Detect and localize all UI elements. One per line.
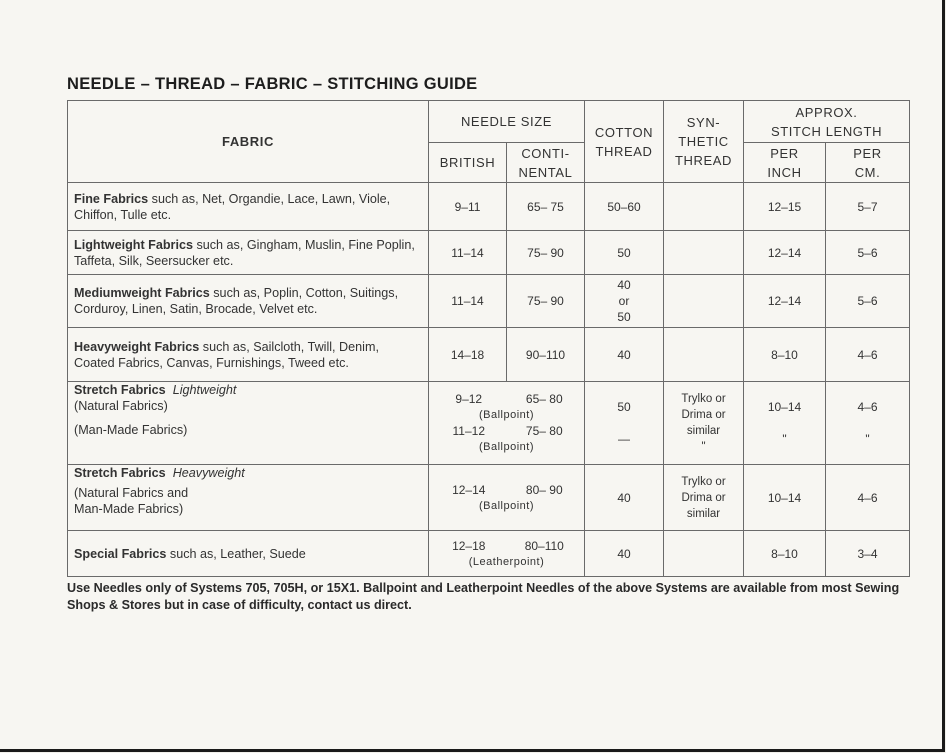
needle-size-pair	[429, 482, 584, 498]
stitch-per-inch: 12–15	[744, 183, 826, 231]
cotton-thread: 40	[585, 465, 664, 531]
stitch-per-cm: 4–6	[826, 328, 910, 382]
fabric-cell	[68, 183, 429, 231]
header-approx-line-1: APPROX.	[795, 104, 858, 120]
header-row-1	[68, 101, 910, 143]
fabric-name: Fine Fabrics	[74, 191, 149, 206]
stitch-per-cm: 5–6	[826, 231, 910, 275]
british-size: 9–11	[429, 183, 507, 231]
header-needle-size: NEEDLE SIZE	[429, 101, 585, 143]
header-per-inch	[744, 143, 826, 183]
ditto-mark: "	[865, 432, 870, 446]
synthetic-line-1: Trylko or	[681, 393, 726, 405]
fabric-cell	[68, 382, 429, 465]
synthetic-thread	[664, 465, 744, 531]
table-row	[68, 328, 910, 382]
ditto-mark: "	[701, 441, 706, 453]
stitch-per-inch: 12–14	[744, 275, 826, 328]
fabric-cell	[68, 465, 429, 531]
continental-size: 75– 90	[507, 231, 585, 275]
cotton-or: or	[618, 294, 630, 308]
per-cm-value: 4–6	[857, 400, 878, 414]
synthetic-thread	[664, 328, 744, 382]
stitch-per-cm	[826, 382, 910, 465]
fabric-weight: Lightweight	[172, 383, 237, 397]
continental-size: 75– 90	[507, 275, 585, 328]
needle-type-caption: (Ballpoint)	[478, 409, 535, 421]
footer-note: Use Needles only of Systems 705, 705H, or 15X1. Ballpoint and Leatherpoint Needles of the above Systems are available from most Sewing Shops & Stores but in case of difficulty, contact us direct.	[67, 581, 900, 612]
cotton-thread: 40	[585, 531, 664, 577]
stitch-per-cm: 3–4	[826, 531, 910, 577]
header-approx-line-2: STITCH LENGTH	[770, 123, 883, 139]
british-size: 9–12	[455, 392, 483, 406]
table-row	[68, 275, 910, 328]
cotton-value-1: 40	[617, 278, 631, 292]
synthetic-thread	[664, 382, 744, 465]
fabric-name: Lightweight Fabrics	[74, 237, 193, 252]
synthetic-line-3: similar	[686, 425, 721, 437]
needle-type-caption: (Leatherpoint)	[468, 555, 545, 568]
continental-size: 65– 75	[507, 183, 585, 231]
stitch-per-inch	[744, 382, 826, 465]
fabric-examples: such as, Net, Organdie, Lace, Lawn, Viole, Chiffon, Tulle etc.	[74, 191, 391, 222]
header-per-cm-line-2: CM.	[854, 164, 881, 180]
cotton-thread	[585, 275, 664, 328]
cotton-thread: 40	[585, 328, 664, 382]
header-cotton-line-1: COTTON	[594, 124, 654, 140]
table-row	[68, 183, 910, 231]
cotton-thread	[585, 382, 664, 465]
table-row	[68, 531, 910, 577]
header-cotton-line-2: THREAD	[595, 143, 653, 159]
synthetic-thread	[664, 231, 744, 275]
stitch-per-inch: 10–14	[744, 465, 826, 531]
fabric-name: Stretch Fabrics	[74, 383, 166, 397]
fabric-weight: Heavyweight	[172, 466, 245, 480]
cotton-value-manmade: —	[618, 432, 631, 446]
fabric-sub-natural: (Natural Fabrics)	[74, 399, 168, 413]
header-per-cm	[826, 143, 910, 183]
cotton-value-natural: 50	[617, 400, 631, 414]
british-size: 14–18	[429, 328, 507, 382]
stitching-guide-table	[67, 100, 910, 577]
header-per-inch-line-2: INCH	[767, 164, 802, 180]
header-synthetic-line-2: THETIC	[678, 134, 729, 149]
synthetic-line-3: similar	[686, 507, 721, 520]
fabric-examples: such as, Poplin, Cotton, Suitings, Corduroy, Linen, Satin, Brocade, Velvet etc.	[74, 286, 399, 316]
needle-type-caption: (Ballpoint)	[478, 499, 535, 512]
header-synthetic-thread	[664, 101, 744, 183]
fabric-name: Special Fabrics	[74, 546, 167, 561]
fabric-name: Stretch Fabrics	[74, 466, 166, 480]
needle-size-natural	[429, 391, 584, 407]
header-per-cm-line-1: PER	[853, 145, 882, 161]
fabric-sub-manmade: (Man-Made Fabrics)	[74, 423, 188, 437]
header-synthetic-line-3: THREAD	[674, 153, 733, 168]
synthetic-line-2: Drima or	[681, 409, 726, 421]
fabric-examples: such as, Leather, Suede	[166, 546, 306, 561]
header-fabric: FABRIC	[68, 101, 429, 183]
header-continental-line-2: NENTAL	[518, 164, 573, 180]
fabric-name: Heavyweight Fabrics	[74, 339, 200, 354]
stitch-per-inch: 12–14	[744, 231, 826, 275]
needle-size-pair	[429, 538, 584, 554]
stitch-per-cm: 5–7	[826, 183, 910, 231]
cotton-thread: 50	[585, 231, 664, 275]
synthetic-thread	[664, 183, 744, 231]
fabric-examples: such as, Gingham, Muslin, Fine Poplin, Taffeta, Silk, Seersucker etc.	[74, 237, 415, 268]
needle-size-cell	[429, 531, 585, 577]
table-row	[68, 382, 910, 465]
fabric-cell	[68, 231, 429, 275]
header-per-inch-line-1: PER	[770, 145, 799, 161]
table-row	[68, 465, 910, 531]
page-title: NEEDLE – THREAD – FABRIC – STITCHING GUIDE	[67, 75, 478, 93]
per-inch-value: 10–14	[767, 400, 802, 414]
stitch-per-inch: 8–10	[744, 328, 826, 382]
header-cotton-thread	[585, 101, 664, 183]
stitch-per-inch: 8–10	[744, 531, 826, 577]
british-size: 11–14	[429, 231, 507, 275]
british-size: 11–14	[429, 275, 507, 328]
header-approx-stitch-length	[744, 101, 910, 143]
fabric-examples: such as, Sailcloth, Twill, Denim, Coated Fabrics, Canvas, Furnishings, Tweed etc.	[74, 339, 379, 370]
cotton-thread: 50–60	[585, 183, 664, 231]
british-size: 12–14	[452, 482, 486, 497]
header-british: BRITISH	[429, 143, 507, 183]
continental-size: 80– 90	[525, 482, 563, 497]
continental-size: 90–110	[507, 328, 585, 382]
synthetic-line-2: Drima or	[681, 491, 726, 504]
needle-size-manmade	[429, 423, 584, 439]
table-row	[68, 231, 910, 275]
fabric-cell	[68, 531, 429, 577]
british-size: 11–12	[452, 424, 485, 438]
british-size: 12–18	[452, 538, 486, 553]
cotton-value-2: 50	[617, 310, 631, 324]
fabric-sub-2: Man-Made Fabrics)	[74, 502, 184, 516]
synthetic-thread	[664, 275, 744, 328]
needle-size-cell	[429, 382, 585, 465]
fabric-cell	[68, 275, 429, 328]
synthetic-thread	[664, 531, 744, 577]
fabric-sub-1: (Natural Fabrics and	[74, 486, 189, 500]
stitch-per-cm: 4–6	[826, 465, 910, 531]
needle-type-caption: (Ballpoint)	[478, 441, 535, 453]
fabric-name: Mediumweight Fabrics	[74, 286, 210, 300]
fabric-cell	[68, 328, 429, 382]
stitch-per-cm: 5–6	[826, 275, 910, 328]
needle-size-cell	[429, 465, 585, 531]
continental-size: 75– 80	[525, 424, 563, 438]
ditto-mark: "	[782, 432, 787, 446]
continental-size: 65– 80	[525, 392, 563, 406]
header-synthetic-line-1: SYN-	[686, 115, 721, 130]
continental-size: 80–110	[524, 538, 564, 553]
header-continental-line-1: CONTI-	[521, 145, 570, 161]
synthetic-line-1: Trylko or	[681, 475, 726, 488]
header-continental	[507, 143, 585, 183]
